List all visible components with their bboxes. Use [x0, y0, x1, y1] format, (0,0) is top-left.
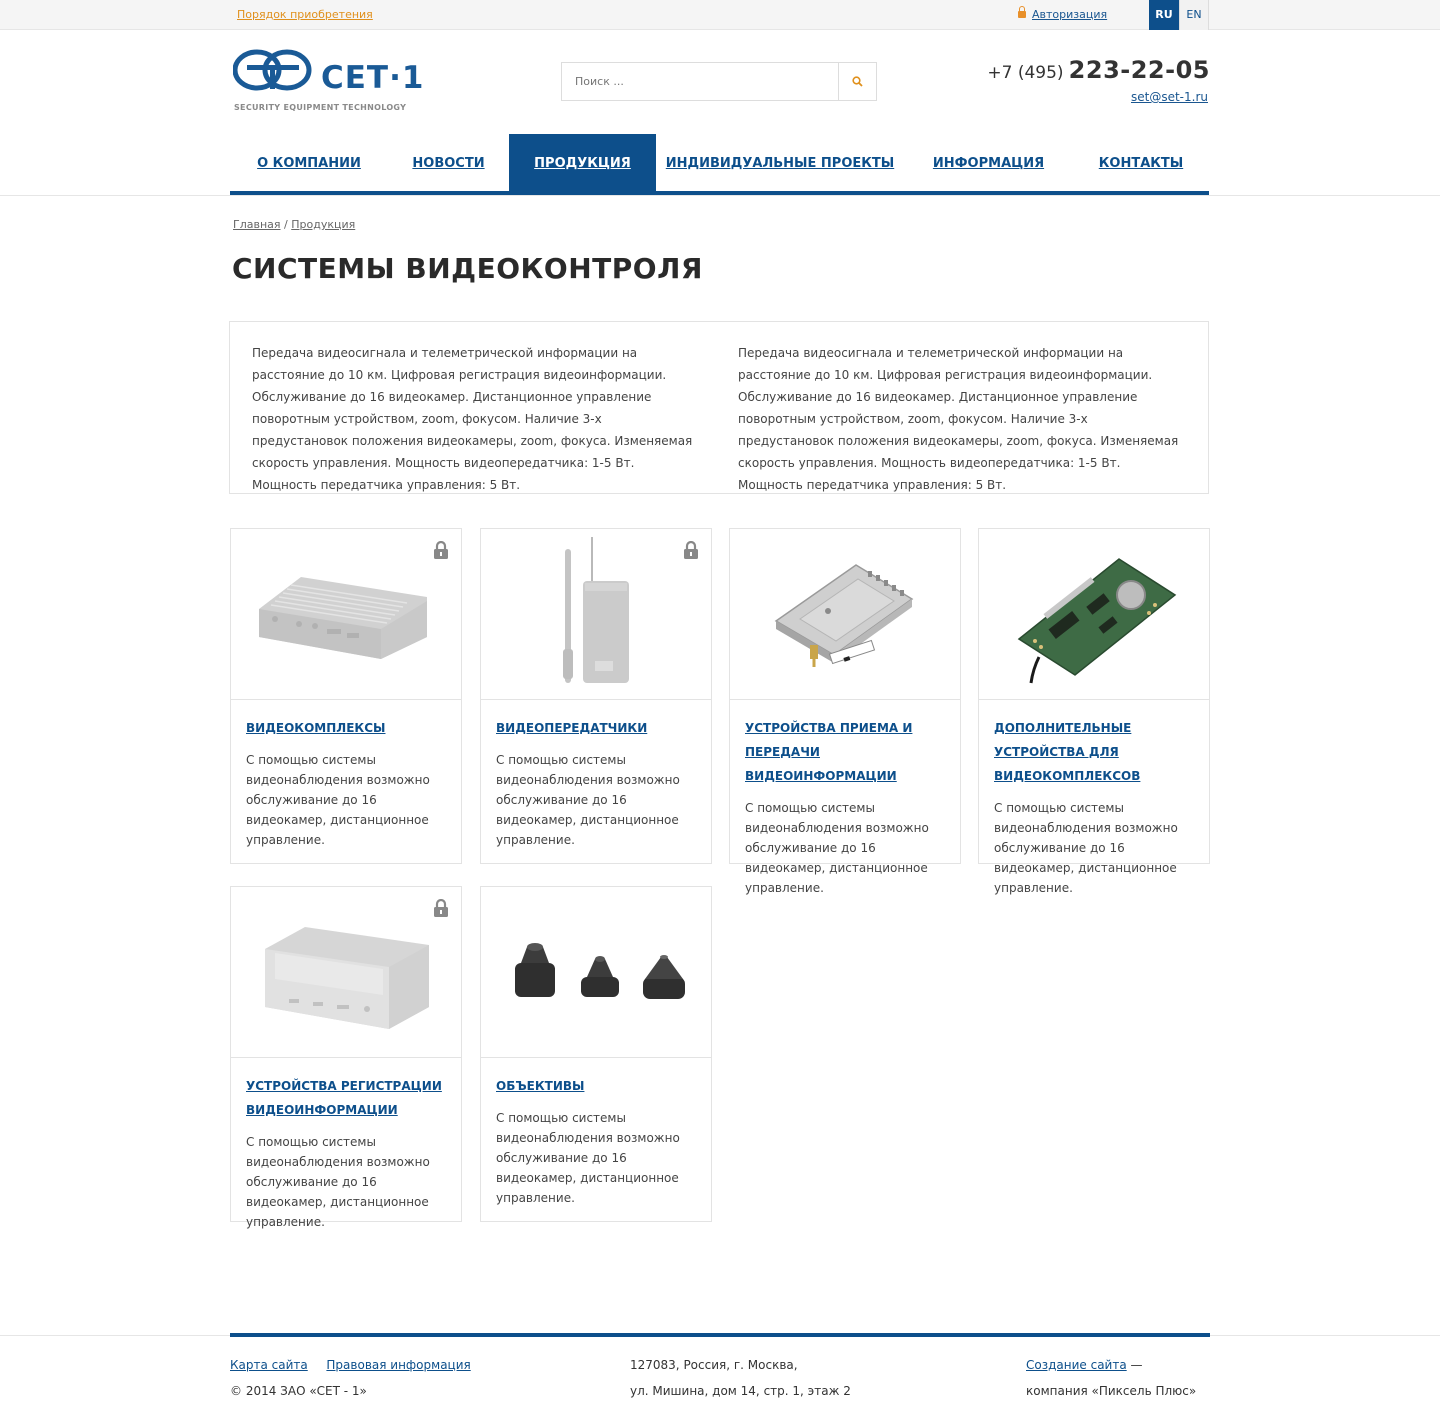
product-title[interactable]: ВИДЕОПЕРЕДАТЧИКИ [496, 721, 648, 735]
product-title[interactable]: ОБЪЕКТИВЫ [496, 1079, 585, 1093]
login-link[interactable] [1018, 8, 1107, 21]
logo-mark-icon [233, 48, 313, 94]
product-description: С помощью системы видеонаблюдения возможно обслуживание до 16 видеокамер, дистанционное управление. [496, 1111, 680, 1205]
pinhole-lenses-image [481, 887, 711, 1058]
product-description: С помощью системы видеонаблюдения возможно обслуживание до 16 видеокамер, дистанционное управление. [246, 753, 430, 847]
product-image-transceiver[interactable] [730, 529, 960, 700]
intro-box [229, 321, 1209, 494]
logo-brand-text: СЕТ·1 [321, 60, 425, 96]
developer-credit [1026, 1358, 1143, 1372]
nav-item-products[interactable]: ПРОДУКЦИЯ [509, 134, 656, 191]
order-procedure-link[interactable]: Порядок приобретения [237, 8, 373, 21]
transceiver-module-image [730, 529, 960, 700]
lock-icon [433, 541, 449, 559]
address-line-2: ул. Мишина, дом 14, стр. 1, этаж 2 [630, 1384, 851, 1398]
product-card[interactable] [729, 528, 961, 895]
phone-number [987, 56, 1210, 84]
search-input[interactable] [562, 63, 839, 100]
product-image-video-recorder[interactable] [231, 887, 461, 1058]
intro-text-right: Передача видеосигнала и телеметрической информации на расстояние до 10 км. Цифровая регистрация видеоинформации. Обслуживание до 16 видеокамер. Дистанционное управление поворотным устройством, zoom, фокусом. Наличие 3-х предустановок положения видеокамеры, zoom, фокуса. Изменяемая скорость управления. Мощность видеопередатчика: 1-5 Вт. Мощность передатчика управления: 5 Вт. [738, 346, 1179, 492]
login-label: Авторизация [1032, 8, 1108, 21]
product-card[interactable] [480, 886, 712, 1222]
footer-links [230, 1358, 471, 1372]
product-title[interactable]: ДОПОЛНИТЕЛЬНЫЕ УСТРОЙСТВА ДЛЯ ВИДЕОКОМПЛЕКСОВ [994, 721, 1141, 783]
breadcrumb-home[interactable]: Главная [233, 218, 281, 231]
lang-en-button[interactable]: EN [1179, 0, 1209, 30]
main-nav [230, 134, 1209, 195]
lang-ru-button[interactable]: RU [1149, 0, 1179, 30]
lock-icon [433, 899, 449, 917]
video-recorder-image [231, 887, 461, 1058]
breadcrumb [233, 218, 355, 231]
legal-info-link[interactable]: Правовая информация [326, 1358, 471, 1372]
page-title: СИСТЕМЫ ВИДЕОКОНТРОЛЯ [232, 252, 703, 285]
search-button[interactable] [838, 63, 876, 100]
product-description: С помощью системы видеонаблюдения возможно обслуживание до 16 видеокамер, дистанционное управление. [994, 801, 1178, 895]
nav-item-news[interactable]: НОВОСТИ [412, 156, 485, 171]
phone-main: 223-22-05 [1068, 56, 1210, 84]
product-title[interactable]: УСТРОЙСТВА РЕГИСТРАЦИИ ВИДЕОИНФОРМАЦИИ [246, 1079, 442, 1117]
top-bar [0, 0, 1440, 30]
nav-item-custom-projects[interactable]: ИНДИВИДУАЛЬНЫЕ ПРОЕКТЫ [665, 156, 895, 171]
breadcrumb-current[interactable]: Продукция [291, 218, 356, 231]
circuit-board-image [979, 529, 1209, 700]
intro-text-left: Передача видеосигнала и телеметрической информации на расстояние до 10 км. Цифровая регистрация видеоинформации. Обслуживание до 16 видеокамер. Дистанционное управление поворотным устройством, zoom, фокусом. Наличие 3-х предустановок положения видеокамеры, zoom, фокуса. Изменяемая скорость управления. Мощность видеопередатчика: 1-5 Вт. Мощность передатчика управления: 5 Вт. [252, 346, 693, 492]
video-complex-image [231, 529, 461, 700]
search-form [561, 62, 877, 101]
product-description: С помощью системы видеонаблюдения возможно обслуживание до 16 видеокамер, дистанционное управление. [246, 1135, 430, 1229]
developer-company: компания «Пиксель Плюс» [1026, 1384, 1197, 1398]
sitemap-link[interactable]: Карта сайта [230, 1358, 308, 1372]
product-title[interactable]: ВИДЕОКОМПЛЕКСЫ [246, 721, 386, 735]
footer-accent-bar [230, 1333, 1210, 1337]
search-icon [852, 76, 863, 87]
product-card[interactable] [230, 886, 462, 1229]
video-transmitter-image [481, 529, 711, 700]
product-image-circuit-board[interactable] [979, 529, 1209, 700]
phone-prefix: +7 (495) [987, 63, 1064, 83]
developer-dash: — [1126, 1358, 1143, 1372]
email-link[interactable]: set@set-1.ru [1131, 90, 1208, 104]
lock-icon [683, 541, 699, 559]
nav-divider [0, 195, 1440, 196]
address-line-1: 127083, Россия, г. Москва, [630, 1358, 798, 1372]
nav-item-information[interactable]: ИНФОРМАЦИЯ [932, 156, 1045, 171]
product-description: С помощью системы видеонаблюдения возможно обслуживание до 16 видеокамер, дистанционное управление. [496, 753, 680, 847]
nav-item-contacts[interactable]: КОНТАКТЫ [1098, 156, 1184, 171]
product-image-video-transmitter[interactable] [481, 529, 711, 700]
product-image-lenses[interactable] [481, 887, 711, 1058]
product-card[interactable] [230, 528, 462, 864]
nav-item-about[interactable]: О КОМПАНИИ [257, 156, 361, 171]
product-card[interactable] [480, 528, 712, 864]
copyright: © 2014 ЗАО «СЕТ - 1» [230, 1384, 367, 1398]
logo-tagline: SECURITY EQUIPMENT TECHNOLOGY [234, 103, 407, 112]
site-creation-link[interactable]: Создание сайта [1026, 1358, 1127, 1372]
breadcrumb-separator: / [284, 218, 288, 231]
product-title[interactable]: УСТРОЙСТВА ПРИЕМА И ПЕРЕДАЧИ ВИДЕОИНФОРМАЦИИ [745, 721, 913, 783]
lock-icon [1018, 11, 1026, 18]
product-image-video-complex[interactable] [231, 529, 461, 700]
product-description: С помощью системы видеонаблюдения возможно обслуживание до 16 видеокамер, дистанционное управление. [745, 801, 929, 895]
site-logo[interactable] [233, 48, 423, 116]
product-card[interactable] [978, 528, 1210, 895]
